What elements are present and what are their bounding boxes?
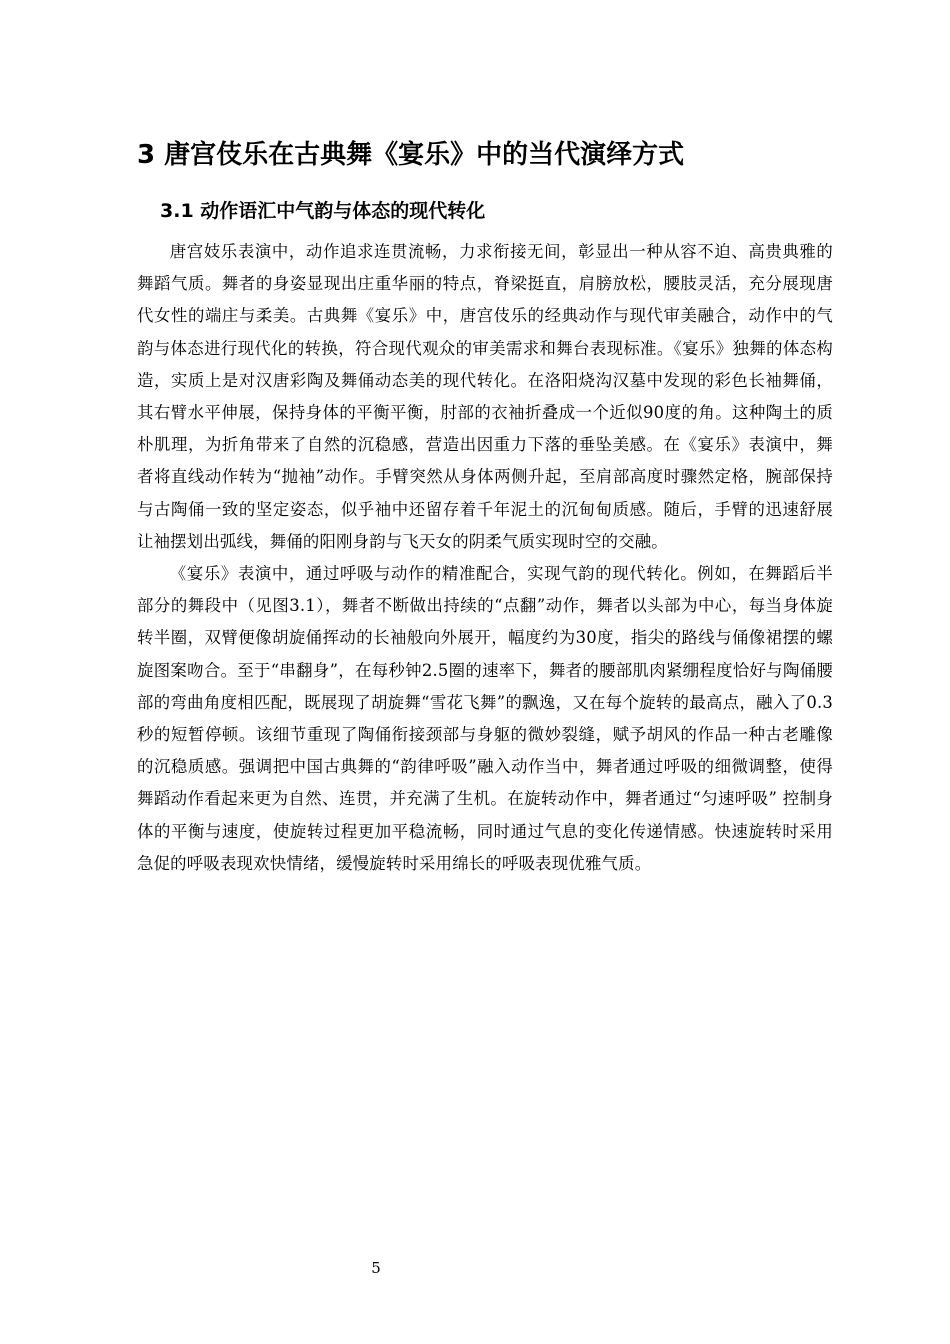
section-title: 3.1 动作语汇中气韵与体态的现代转化 — [160, 200, 486, 222]
body-text — [137, 236, 833, 880]
paragraph-1: 唐宫妓乐表演中，动作追求连贯流畅，力求衔接无间，彰显出一种从容不迫、高贵典雅的舞蹈气质。舞者的身姿显现出庄重华丽的特点，脊梁挺直，肩膀放松，腰肢灵活，充分展现唐代女性的端庄与柔美。古典舞《宴乐》中，唐宫伎乐的经典动作与现代审美融合，动作中的气韵与体态进行现代化的转换，符合现代观众的审美需求和舞台表现标准。《宴乐》独舞的体态构造，实质上是对汉唐彩陶及舞俑动态美的现代转化。在洛阳烧沟汉墓中发现的彩色长袖舞俑，其右臂水平伸展，保持身体的平衡平衡，肘部的衣袖折叠成一个近似90度的角。这种陶土的质朴肌理，为折角带来了自然的沉稳感，营造出因重力下落的垂坠美感。在《宴乐》表演中，舞者将直线动作转为“抛袖”动作。手臂突然从身体两侧升起，至肩部高度时骤然定格，腕部保持与古陶俑一致的坚定姿态，似乎袖中还留存着千年泥土的沉甸甸质感。随后，手臂的迅速舒展让袖摆划出弧线，舞俑的阳刚身韵与飞天女的阴柔气质实现时空的交融。 — [137, 242, 833, 551]
paragraph-2: 《宴乐》表演中，通过呼吸与动作的精准配合，实现气韵的现代转化。例如，在舞蹈后半部分的舞段中（见图3.1），舞者不断做出持续的“点翻”动作，舞者以头部为中心，每当身体旋转半圈，双臂便像胡旋俑挥动的长袖般向外展开，幅度约为30度，指尖的路线与俑像裙摆的螺旋图案吻合。至于“串翻身”，在每秒钟2.5圈的速率下，舞者的腰部肌肉紧绷程度恰好与陶俑腰部的弯曲角度相匹配，既展现了胡旋舞“雪花飞舞”的飘逸，又在每个旋转的最高点，融入了0.3秒的短暂停顿。该细节重现了陶俑衔接颈部与身躯的微妙裂缝，赋予胡风的作品一种古老雕像的沉稳质感。强调把中国古典舞的“韵律呼吸”融入动作当中，舞者通过呼吸的细微调整，使得舞蹈动作看起来更为自然、连贯，并充满了生机。在旋转动作中，舞者通过“匀速呼吸” 控制身体的平衡与速度，使旋转过程更加平稳流畅，同时通过气息的变化传递情感。快速旋转时采用急促的呼吸表现欢快情绪，缓慢旋转时采用绵长的呼吸表现优雅气质。 — [137, 564, 833, 873]
chapter-title: 3 唐宫伎乐在古典舞《宴乐》中的当代演绎方式 — [137, 140, 685, 170]
page-number: 5 — [371, 1259, 381, 1277]
